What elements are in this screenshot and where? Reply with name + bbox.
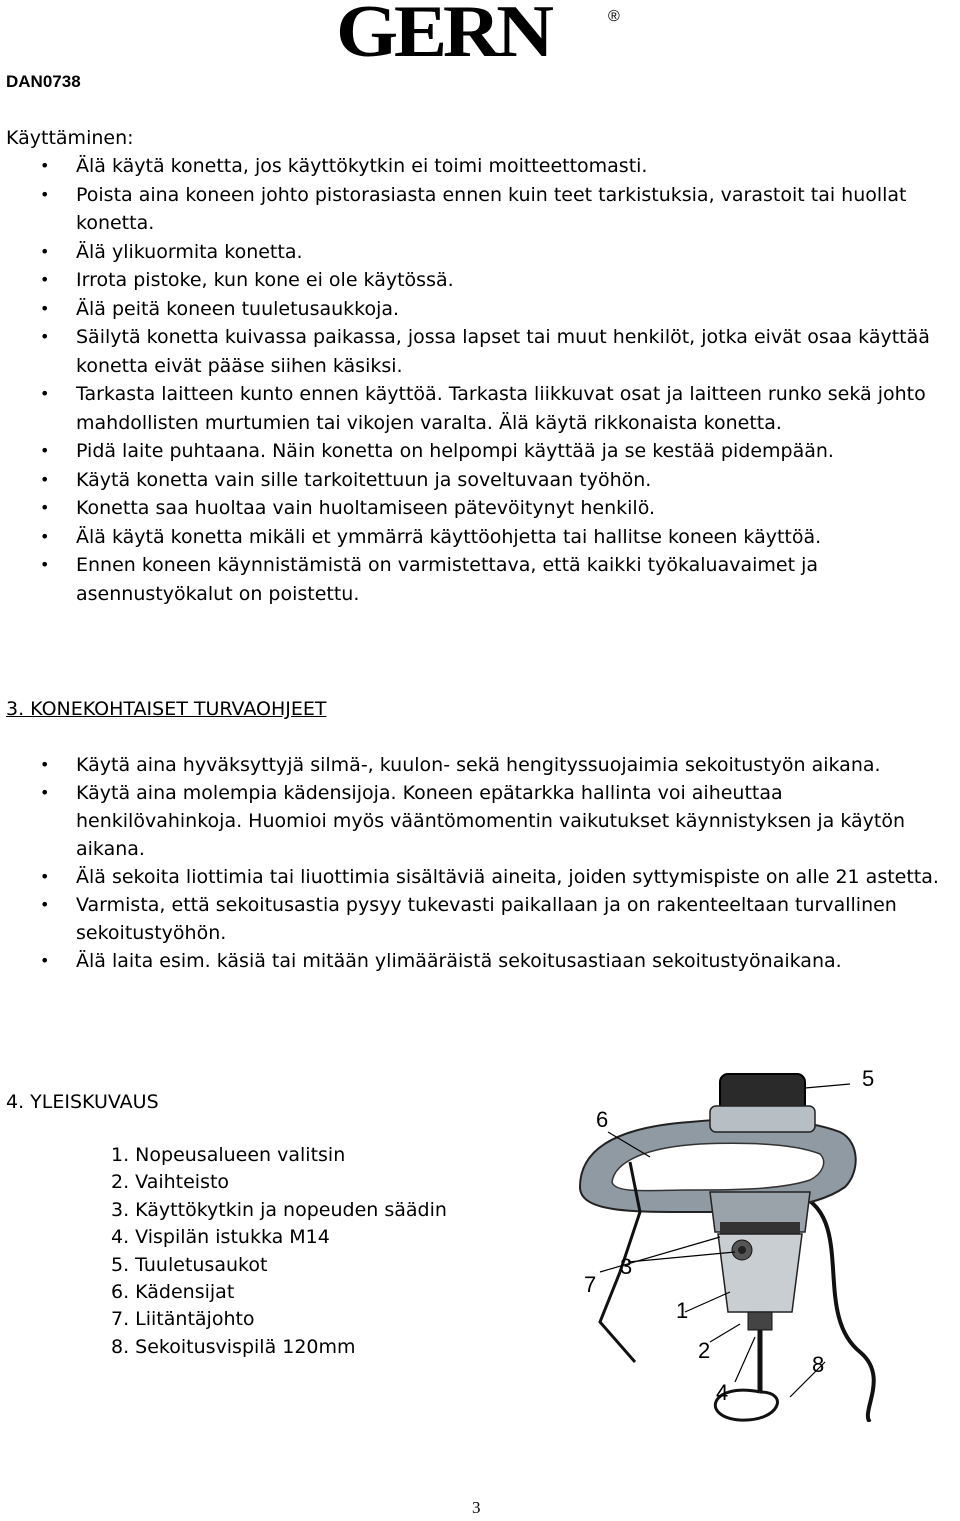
list-item: • Älä käytä konetta mikäli et ymmärrä käyttöohjetta tai hallitse koneen käyttöä. <box>0 523 960 552</box>
safety-list <box>0 751 960 975</box>
brand-wordmark: GERN <box>336 0 550 73</box>
usage-heading: Käyttäminen: <box>6 127 134 149</box>
callout-8: 8 <box>812 1352 825 1377</box>
callout-5: 5 <box>862 1066 875 1091</box>
list-item: • Älä ylikuormita konetta. <box>0 238 960 267</box>
list-item: • Älä laita esim. käsiä tai mitään ylimääräistä sekoitusastiaan sekoitustyönaikana. <box>0 947 960 975</box>
safety-section <box>0 696 960 975</box>
parts-list-item: 8. Sekoitusvispilä 120mm <box>111 1335 356 1358</box>
list-item: • Tarkasta laitteen kunto ennen käyttöä. Tarkasta liikkuvat osat ja laitteen runko sekä johto mahdollisten murtumien tai vikojen varalta. Älä käytä rikkonaista konetta. <box>0 380 960 437</box>
list-item: • Ennen koneen käynnistämistä on varmistettava, että kaikki työkaluavaimet ja asennustyökalut on poistettu. <box>0 551 960 608</box>
parts-list-item: 3. Käyttökytkin ja nopeuden säädin <box>111 1198 447 1221</box>
parts-list-item: 6. Kädensijat <box>111 1281 235 1304</box>
parts-list-item: 5. Tuuletusaukot <box>111 1253 268 1276</box>
list-item: • Pidä laite puhtaana. Näin konetta on helpompi käyttää ja se kestää pidempään. <box>0 437 960 466</box>
list-item: • Älä peitä koneen tuuletusaukkoja. <box>0 295 960 324</box>
safety-heading: 3. KONEKOHTAISET TURVAOHJEET <box>6 698 327 720</box>
parts-list-item: 2. Vaihteisto <box>111 1171 230 1194</box>
parts-list-item: 7. Liitäntäjohto <box>111 1308 255 1331</box>
list-item: • Käytä konetta vain sille tarkoitettuun ja soveltuvaan työhön. <box>0 466 960 495</box>
usage-list <box>0 152 960 608</box>
callout-3: 3 <box>620 1254 633 1279</box>
callout-2: 2 <box>698 1338 711 1363</box>
parts-list-item: 1. Nopeusalueen valitsin <box>111 1144 346 1166</box>
callout-6: 6 <box>596 1107 609 1132</box>
document-code: DAN0738 <box>6 72 81 91</box>
list-item: • Käytä aina hyväksyttyjä silmä-, kuulon- sekä hengityssuojaimia sekoitustyön aikana. <box>0 751 960 779</box>
callout-1: 1 <box>676 1298 689 1323</box>
list-item: • Konetta saa huoltaa vain huoltamiseen pätevöitynyt henkilö. <box>0 494 960 523</box>
list-item: • Varmista, että sekoitusastia pysyy tukevasti paikallaan ja on rakenteeltaan turvallinen sekoitustyöhön. <box>0 891 960 947</box>
list-item: • Poista aina koneen johto pistorasiasta ennen kuin teet tarkistuksia, varastoit tai huollat konetta. <box>0 181 960 238</box>
list-item: • Älä sekoita liottimia tai liuottimia sisältäviä aineita, joiden syttymispiste on alle 21 astetta. <box>0 863 960 891</box>
mixer-illustration <box>560 1062 960 1422</box>
parts-list-item: 4. Vispilän istukka M14 <box>111 1226 330 1249</box>
overview-heading: 4. YLEISKUVAUS <box>6 1091 159 1113</box>
registered-mark: ® <box>608 8 620 25</box>
list-item: • Älä käytä konetta, jos käyttökytkin ei toimi moitteettomasti. <box>0 152 960 181</box>
list-item: • Säilytä konetta kuivassa paikassa, jossa lapset tai muut henkilöt, jotka eivät osaa käyttää konetta eivät pääse siihen käsiksi. <box>0 323 960 380</box>
parts-list <box>111 1142 447 1361</box>
list-item: • Käytä aina molempia kädensijoja. Koneen epätarkka hallinta voi aiheuttaa henkilövahinkoja. Huomioi myös vääntömomentin vaikutukset käynnistyksen ja käytön aikana. <box>0 779 960 863</box>
mixer-drawing <box>560 1062 960 1422</box>
page-number: 3 <box>472 1498 481 1517</box>
usage-section <box>0 125 960 608</box>
gern-logo <box>336 0 626 73</box>
callout-7: 7 <box>584 1272 597 1297</box>
list-item: • Irrota pistoke, kun kone ei ole käytössä. <box>0 266 960 295</box>
callout-4: 4 <box>716 1380 729 1405</box>
